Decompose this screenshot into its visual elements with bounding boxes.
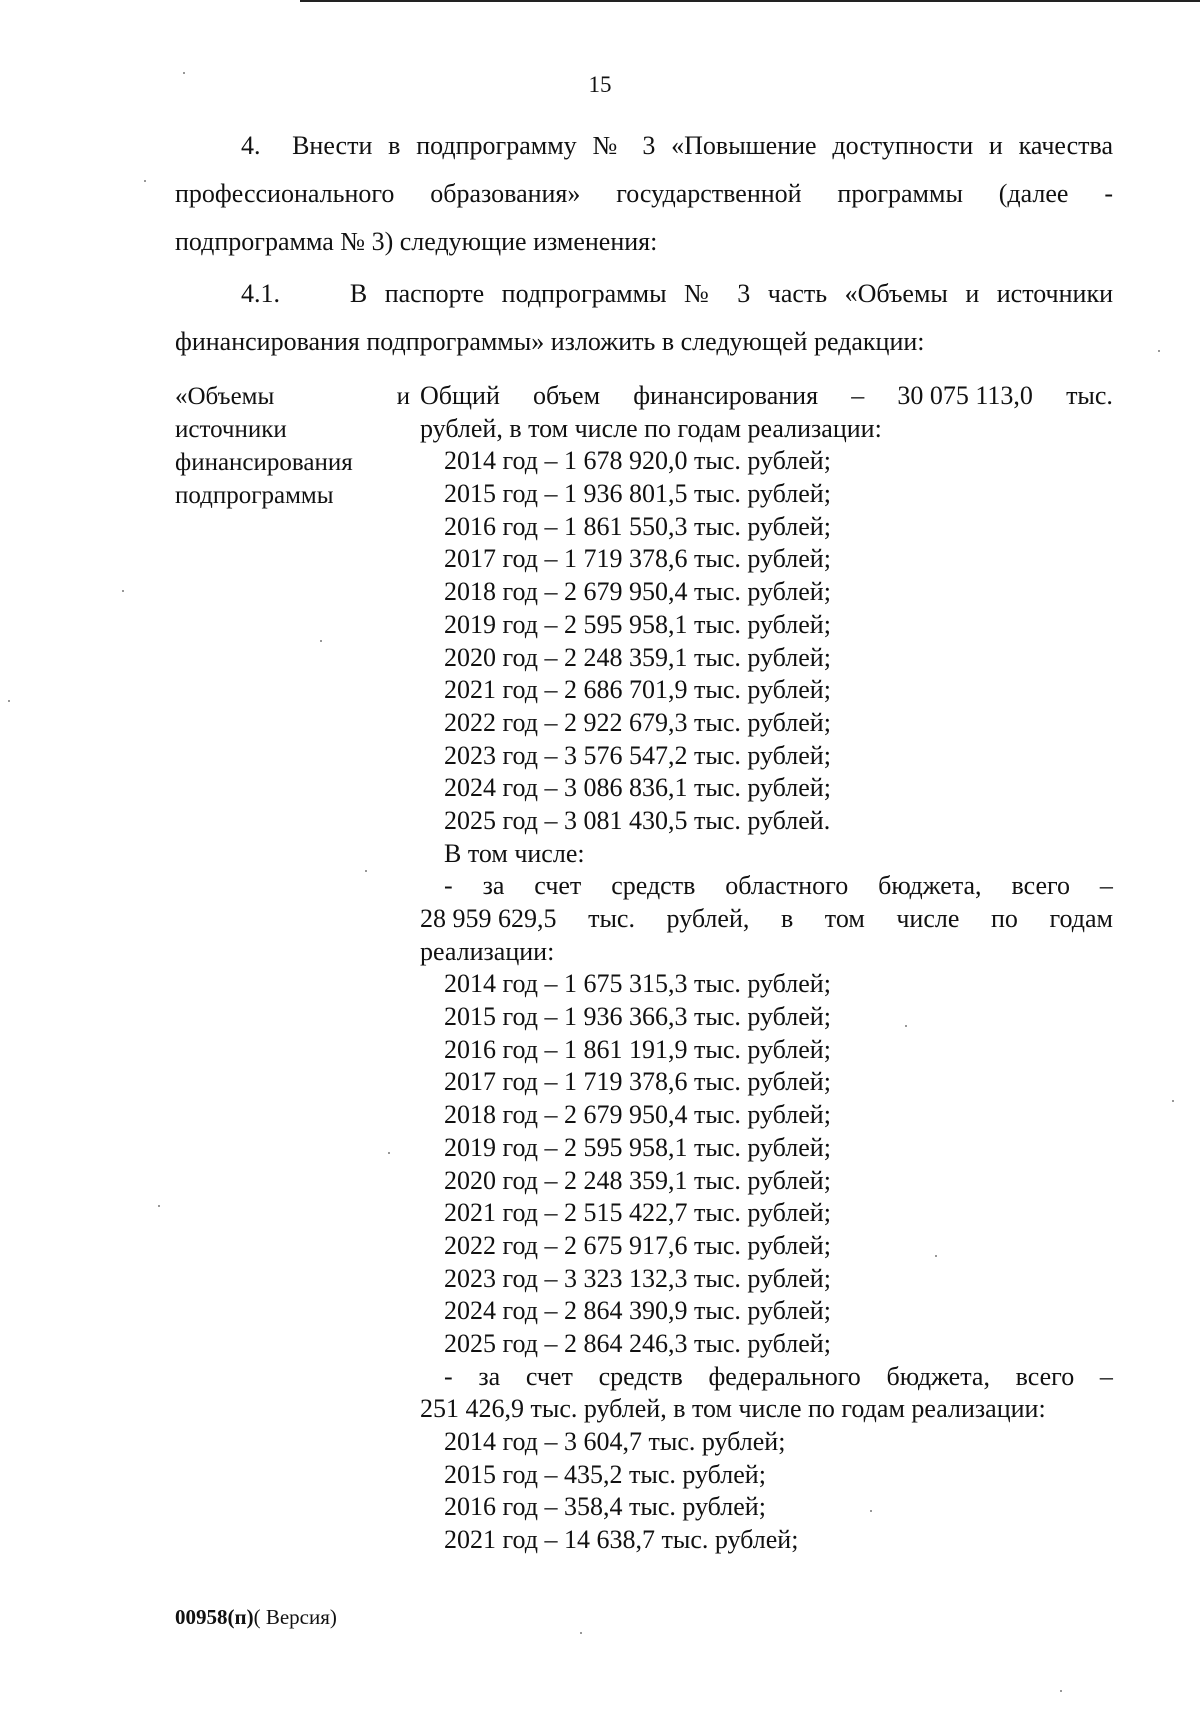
word: в (780, 904, 794, 933)
word: том (824, 904, 865, 933)
regional-year-item: 2017 год – 1 719 378,6 тыс. рублей; (444, 1067, 831, 1097)
regional-year-item: 2023 год – 3 323 132,3 тыс. рублей; (444, 1263, 831, 1293)
label-line: «Объемы (175, 383, 275, 410)
federal-year-item: 2016 год – 358,4 тыс. рублей; (444, 1492, 766, 1522)
regional-year-item: 2018 год – 2 679 950,4 тыс. рублей; (444, 1100, 831, 1130)
paragraph-4-1-text: В паспорте подпрограммы № 3 часть «Объемы и источники финансирования подпрограммы» изложить в следующей редакции: (175, 279, 1113, 356)
total-year-item: 2019 год – 2 595 958,1 тыс. рублей; (444, 609, 831, 639)
regional-year-item: 2014 год – 1 675 315,3 тыс. рублей; (444, 969, 831, 999)
word: Общий (420, 381, 500, 410)
scan-speck (580, 1632, 582, 1634)
document-code: 00958(п) (175, 1605, 254, 1629)
label-line: источники (175, 416, 287, 443)
total-year-item: 2014 год – 1 678 920,0 тыс. рублей; (444, 446, 831, 476)
label-line: подпрограммы (175, 482, 334, 509)
word: - (444, 1361, 453, 1391)
word: 30 075 113,0 (897, 381, 1033, 410)
paragraph-4-1-number: 4.1. (241, 279, 280, 308)
federal-budget-line: 251 426,9 тыс. рублей, в том числе по годам реализации: (420, 1394, 1046, 1424)
word: бюджета, (886, 1361, 990, 1391)
word: по (990, 904, 1018, 933)
federal-year-item: 2014 год – 3 604,7 тыс. рублей; (444, 1427, 786, 1456)
regional-year-item: 2024 год – 2 864 390,9 тыс. рублей; (444, 1296, 831, 1326)
document-version: ( Версия) (253, 1605, 337, 1629)
including-label: В том числе: (444, 838, 585, 868)
total-year-item: 2023 год – 3 576 547,2 тыс. рублей; (444, 740, 831, 770)
top-border-line (300, 0, 1200, 2)
federal-budget-line (420, 1361, 1113, 1394)
total-year-item: 2016 год – 1 861 550,3 тыс. рублей; (444, 511, 831, 541)
regional-year-item: 2020 год – 2 248 359,1 тыс. рублей; (444, 1165, 831, 1195)
word: финансирования (633, 381, 819, 410)
paragraph-4-text: Внести в подпрограмму № 3 «Повышение доступности и качества профессионального образования» государственной программы (далее - подпрограмма № 3) следующие изменения: (175, 131, 1113, 256)
regional-budget-line: реализации: (420, 936, 555, 966)
regional-year-item: 2016 год – 1 861 191,9 тыс. рублей; (444, 1034, 831, 1064)
word: федерального (708, 1361, 861, 1391)
word: областного (725, 871, 849, 901)
page-number: 15 (588, 72, 612, 97)
total-year-item: 2022 год – 2 922 679,3 тыс. рублей; (444, 707, 831, 737)
regional-budget-line (420, 903, 1113, 936)
scan-speck (8, 700, 10, 702)
regional-year-item: 2019 год – 2 595 958,1 тыс. рублей; (444, 1132, 831, 1162)
word: тыс. (1066, 381, 1113, 410)
document-footer (175, 1605, 337, 1630)
scan-speck (122, 590, 124, 592)
word: 28 959 629,5 (420, 904, 557, 933)
federal-year-item: 2015 год – 435,2 тыс. рублей; (444, 1459, 766, 1489)
total-financing-line (420, 380, 1113, 413)
total-year-item: 2020 год – 2 248 359,1 тыс. рублей; (444, 642, 831, 672)
scan-speck (905, 1025, 907, 1027)
word: средств (598, 1361, 683, 1391)
word: – (1099, 1361, 1113, 1391)
total-year-item: 2017 год – 1 719 378,6 тыс. рублей; (444, 544, 831, 574)
regional-budget-line (420, 870, 1113, 903)
total-year-item: 2024 год – 3 086 836,1 тыс. рублей; (444, 773, 831, 803)
regional-year-item: 2022 год – 2 675 917,6 тыс. рублей; (444, 1230, 831, 1260)
paragraph-4-number: 4. (241, 131, 261, 160)
word: годам (1049, 904, 1113, 933)
regional-year-item: 2025 год – 2 864 246,3 тыс. рублей; (444, 1328, 831, 1358)
word: числе (896, 904, 960, 933)
scan-speck (158, 1205, 160, 1207)
word: за (482, 871, 505, 901)
label-line: финансирования (175, 449, 353, 476)
paragraph-4-1 (175, 270, 1113, 366)
label-line: и (396, 383, 410, 410)
word: счет (534, 871, 582, 901)
scan-speck (388, 1152, 390, 1154)
scan-speck (183, 72, 185, 74)
word: – (851, 381, 865, 410)
word: счет (525, 1361, 573, 1391)
scan-speck (1172, 1100, 1174, 1102)
word: рублей, (666, 904, 750, 933)
scan-speck (935, 1255, 937, 1257)
word: – (1099, 871, 1113, 901)
scan-speck (1158, 350, 1160, 352)
total-year-item: 2018 год – 2 679 950,4 тыс. рублей; (444, 577, 831, 607)
regional-year-item: 2015 год – 1 936 366,3 тыс. рублей; (444, 1002, 831, 1032)
scan-speck (144, 180, 146, 182)
total-year-item: 2021 год – 2 686 701,9 тыс. рублей; (444, 675, 831, 705)
paragraph-4 (175, 122, 1113, 266)
word: за (478, 1361, 501, 1391)
scan-speck (1060, 1690, 1062, 1692)
scan-speck (320, 640, 322, 642)
federal-year-item: 2021 год – 14 638,7 тыс. рублей; (444, 1525, 799, 1555)
total-year-item: 2025 год – 3 081 430,5 тыс. рублей. (444, 805, 831, 835)
word: объем (533, 381, 601, 410)
word: - (444, 871, 453, 901)
word: средств (611, 871, 696, 901)
word: всего (1015, 1361, 1075, 1391)
table-row-label (175, 380, 410, 512)
scan-speck (365, 870, 367, 872)
word: всего (1011, 871, 1071, 901)
regional-year-item: 2021 год – 2 515 422,7 тыс. рублей; (444, 1198, 831, 1228)
word: тыс. (588, 904, 635, 933)
total-financing-line: рублей, в том числе по годам реализации: (420, 413, 882, 443)
total-year-item: 2015 год – 1 936 801,5 тыс. рублей; (444, 479, 831, 509)
scan-speck (870, 1510, 872, 1512)
word: бюджета, (878, 871, 982, 901)
table-row-content (420, 380, 1113, 1557)
